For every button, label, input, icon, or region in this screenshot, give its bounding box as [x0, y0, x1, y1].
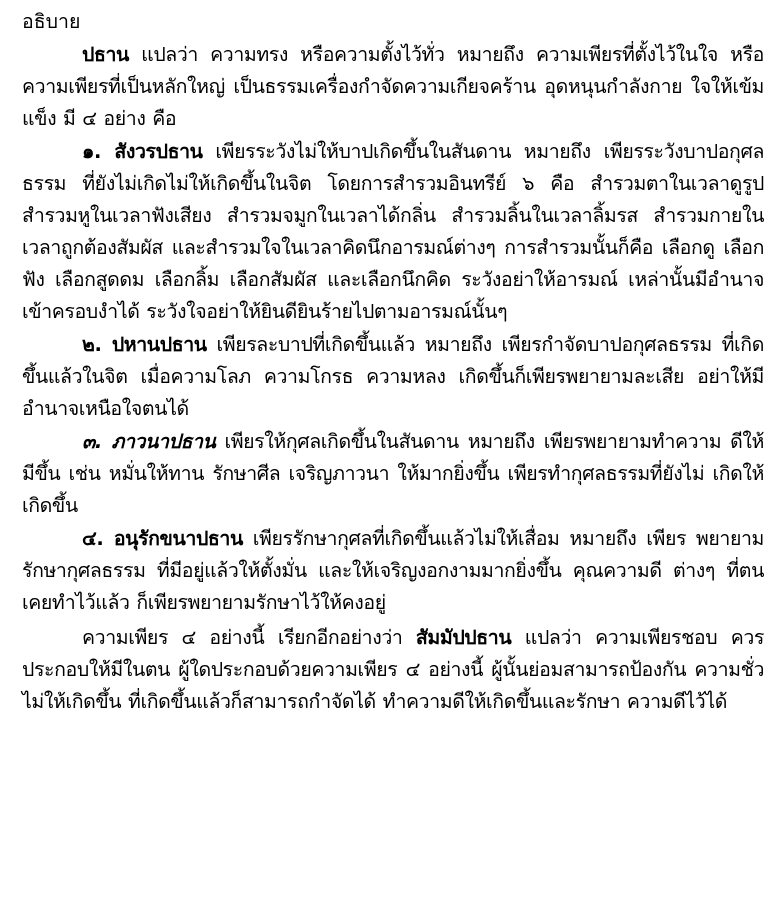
section-heading: อธิบาย — [22, 10, 81, 33]
term-pahana-padhana: ๒. ปหานปธาน — [82, 333, 207, 356]
paragraph-body: เพียรระวังไม่ให้บาปเกิดขึ้นในสันดาน หมายถึง เพียรระวังบาปอกุศลธรรม ที่ยังไม่เกิดไม่ให้เกิดขึ้นในจิต โดยการสำรวมอินทรีย์ ๖ คือ สำรวมตาในเวลาดูรูป สำรวมหูในเวลาฟังเสียง สำรวมจมูกในเวลาได้กลิ่น สำรวมลิ้นในเวลาลิ้มรส สำรวมกายในเวลาถูกต้องสัมผัส และสำรวมใจในเวลาคิดนึกอารมณ์ต่างๆ การสำรวมนั้นก็คือ เลือกดู เลือกฟัง เลือกสูดดม เลือกลิ้ม เลือกสัมผัส และเลือกนึกคิด ระวังอย่าให้อารมณ์ เหล่านั้นมีอำนาจเข้าครอบงำได้ ระวังใจอย่าให้ยินดียินร้ายไปตามอารมณ์นั้นๆ — [22, 140, 764, 323]
term-bhavana-padhana: ๓. ภาวนาปธาน — [82, 430, 216, 453]
paragraph-prefix: ความเพียร ๔ อย่างนี้ เรียกอีกอย่างว่า — [82, 626, 416, 649]
paragraph-body: แปลว่า ความเพียรชอบ ควร ประกอบให้มีในตน ผู้ใดประกอบด้วยความเพียร ๔ อย่างนี้ ผู้นั้นย่อมสามารถป้องกัน ความชั่วไม่ให้เกิดขึ้น ที่เกิดขึ้นแล้วก็สามารถกำจัดได้ ทำความดีให้เกิดขึ้นและรักษา ความดีไว้ได้ — [22, 626, 764, 713]
document-page — [22, 6, 764, 719]
paragraph-samvara-padhana — [22, 136, 764, 328]
paragraph-body: เพียรละบาปที่เกิดขึ้นแล้ว หมายถึง เพียรกำจัดบาปอกุศลธรรม ที่เกิดขึ้นแล้วในจิต เมื่อความโลภ ความโกรธ ความหลง เกิดขึ้นก็เพียรพยายามละเสีย อย่าให้มีอำนาจเหนือใจตนได้ — [22, 333, 764, 420]
term-anurakkhana-padhana: ๔. อนุรักขนาปธาน — [82, 527, 243, 550]
term-sammappadhana: สัมมัปปธาน — [415, 626, 512, 649]
paragraph-body: เพียรรักษากุศลที่เกิดขึ้นแล้วไม่ให้เสื่อม หมายถึง เพียร พยายามรักษากุศลธรรม ที่มีอยู่แล้วให้ตั้งมั่น และให้เจริญงอกงามมากยิ่งขึ้น คุณความดี ต่างๆ ที่ตนเคยทำไว้แล้ว ก็เพียรพยายามรักษาไว้ให้คงอยู่ — [22, 527, 764, 614]
paragraph-pahana-padhana — [22, 329, 764, 425]
paragraph-sammappadhana-summary — [22, 622, 764, 718]
term-samvara-padhana: ๑. สังวรปธาน — [82, 140, 203, 163]
paragraph-padhana-intro — [22, 39, 764, 135]
paragraph-body: เพียรให้กุศลเกิดขึ้นในสันดาน หมายถึง เพียรพยายามทำความ ดีให้มีขึ้น เช่น หมั่นให้ทาน รักษาศีล เจริญภาวนา ให้มากยิ่งขึ้น เพียรทำกุศลธรรมที่ยังไม่ เกิดให้เกิดขึ้น — [22, 430, 764, 517]
term-padhana: ปธาน — [82, 43, 129, 66]
paragraph-anurakkhana-padhana — [22, 523, 764, 619]
paragraph-body: แปลว่า ความทรง หรือความตั้งไว้ทั่ว หมายถึง ความเพียรที่ตั้งไว้ในใจ หรือความเพียรที่เป็นหลักใหญ่ เป็นธรรมเครื่องกำจัดความเกียจคร้าน อุดหนุนกำลังกาย ใจให้เข้มแข็ง มี ๔ อย่าง คือ — [22, 43, 764, 130]
paragraph-bhavana-padhana — [22, 426, 764, 522]
